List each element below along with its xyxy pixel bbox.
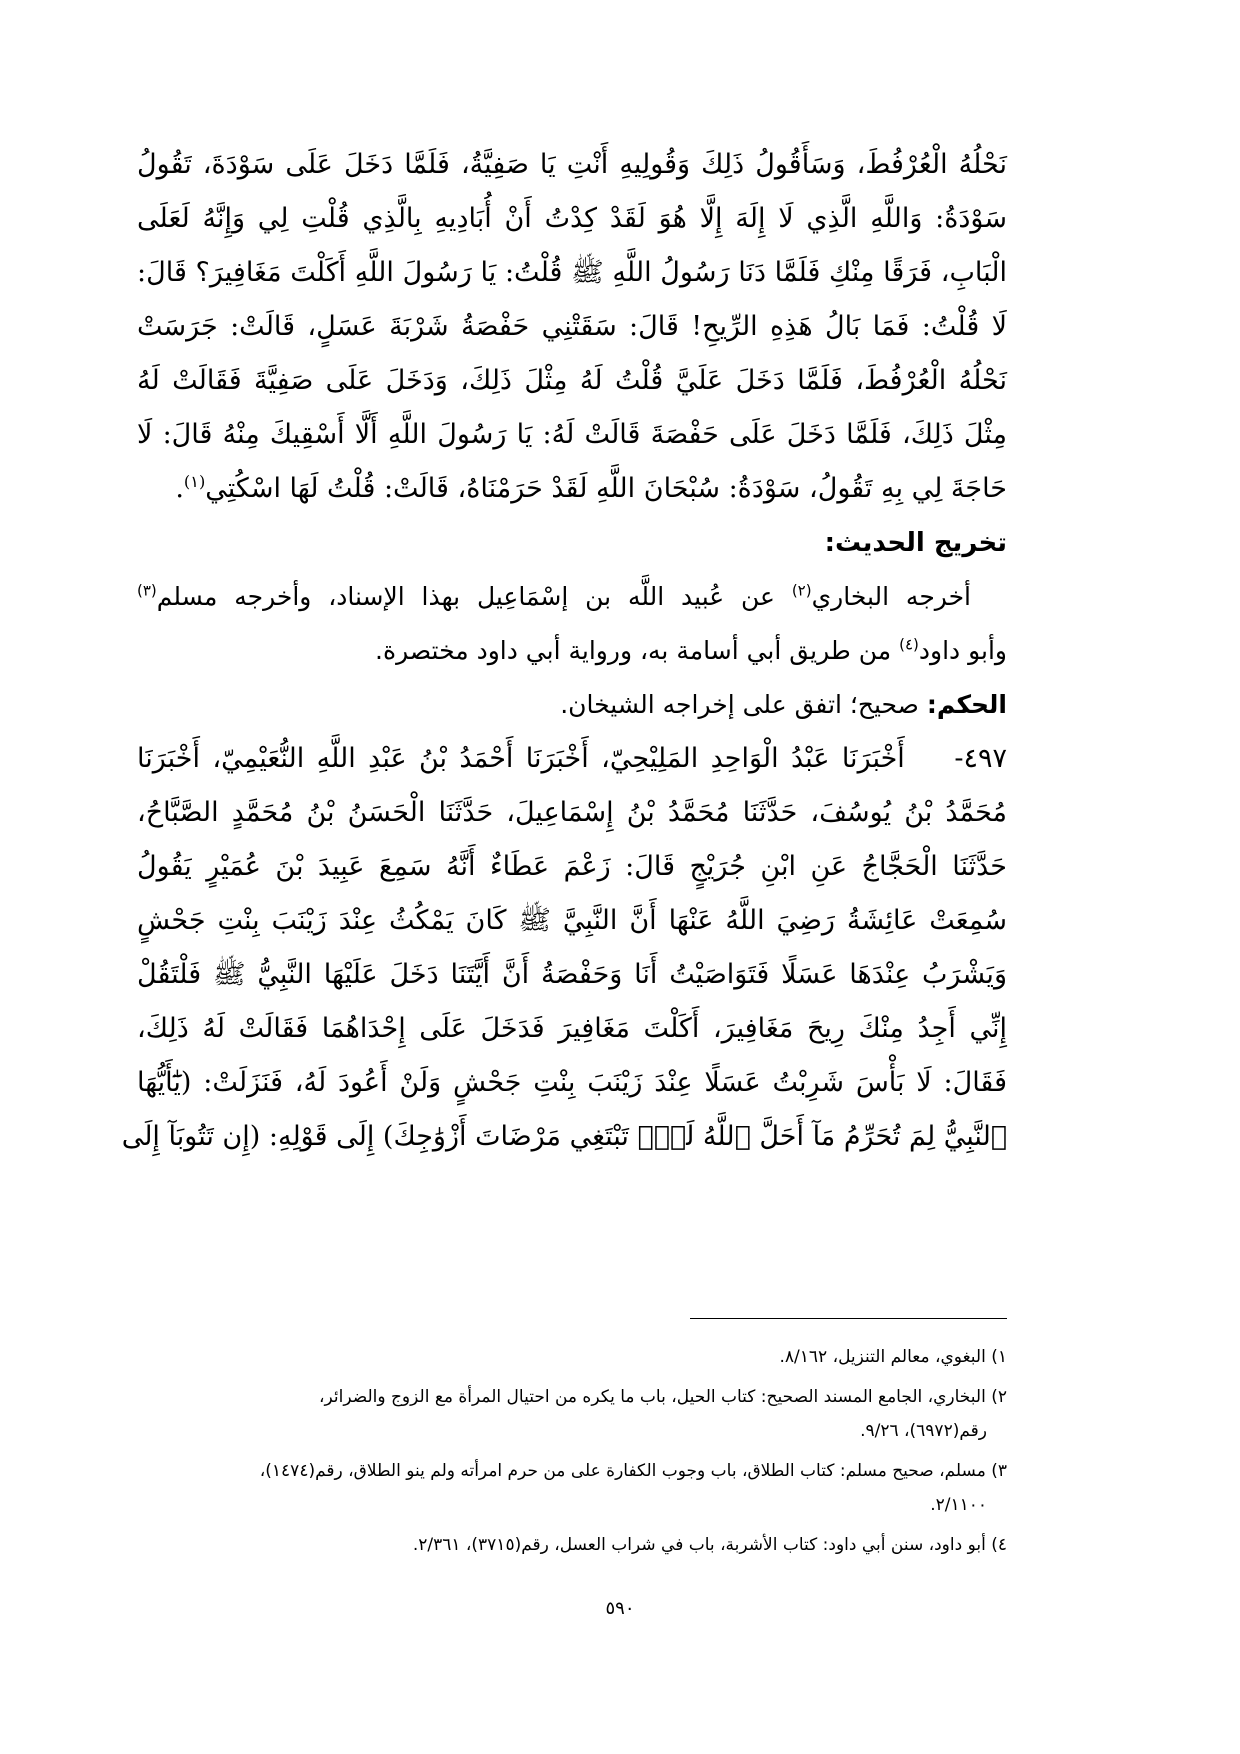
hadith-line-3: حَدَّثَنَا الْحَجَّاجُ عَنِ ابْنِ جُرَيْجٍ قَالَ: زَعْمَ عَطَاءٌ أَنَّهُ سَمِعَ عَبِيدَ بْنَ عُمَيْرٍ يَقُولُ: [137, 851, 1007, 882]
footnotes: [137, 1340, 1007, 1568]
hukm-label: الحكم:: [926, 690, 1007, 719]
text-line-2: سَوْدَةُ: وَاللَّهِ الَّذِي لَا إِلَهَ إِلَّا هُوَ لَقَدْ كِدْتُ أَنْ أُبَادِيهِ بِالَّذِي قُلْتِ لِي وَإِنَّهُ لَعَلَى: [137, 203, 1007, 234]
footnote-separator: [690, 1318, 1007, 1319]
hadith-line-7: فَقَالَ: لَا بَأْسَ شَرِبْتُ عَسَلًا عِنْدَ زَيْنَبَ بِنْتِ جَحْشٍ وَلَنْ أَعُودَ لَهُ، فَنَزَلَتْ: (يَٰٓأَيُّهَا: [137, 1067, 1007, 1098]
footnote-3-cont: ٢/١١٠٠.: [930, 1495, 987, 1515]
footnote-2: [137, 1380, 1007, 1448]
hadith-line-1-text: أَخْبَرَنَا عَبْدُ الْوَاحِدِ المَلِيْحِيّ، أَخْبَرَنَا أَحْمَدُ بْنُ عَبْدِ اللَّهِ النُّعَيْمِيّ، أَخْبَرَنَا: [137, 743, 905, 774]
text-line-5: نَحْلُهُ الْعُرْفُطَ، فَلَمَّا دَخَلَ عَلَيَّ قُلْتُ لَهُ مِثْلَ ذَلِكَ، وَدَخَلَ عَلَى صَفِيَّةَ فَقَالَتْ لَهُ: [137, 365, 1007, 396]
text-line-1: نَحْلُهُ الْعُرْفُطَ، وَسَأَقُولُ ذَلِكَ وَقُولِيهِ أَنْتِ يَا صَفِيَّةُ، فَلَمَّا دَخَلَ عَلَى سَوْدَةَ، تَقُولُ: [137, 149, 1007, 180]
hadith-line-1: [137, 732, 1007, 786]
main-text: [121, 138, 1007, 1164]
takhrij-1b: عن عُبيد اللَّه بن إسْمَاعِيل بهذا الإسناد، وأخرجه مسلم: [156, 582, 792, 611]
hadith-line-5: وَيَشْرَبُ عِنْدَهَا عَسَلًا فَتَوَاصَيْتُ أَنَا وَحَفْصَةُ أَنَّ أَيَّتَنَا دَخَلَ عَلَيْهَا النَّبِيُّ ﷺ فَلْتَقُلْ: [137, 959, 1007, 990]
footnote-3: [137, 1454, 1007, 1522]
text-line-4: لَا قُلْتُ: فَمَا بَالُ هَذِهِ الرِّيحِ! قَالَ: سَقَتْنِي حَفْصَةُ شَرْبَةَ عَسَلٍ، قَالَتْ: جَرَسَتْ: [137, 311, 1007, 342]
section-heading-takhrij: تخريج الحديث:: [824, 528, 1007, 558]
takhrij-2a: وأبو داود: [918, 636, 1007, 665]
footnote-3-text: ٣) مسلم، صحيح مسلم: كتاب الطلاق، باب وجوب الكفارة على من حرم امرأته ولم ينو الطلاق، رقم(١٤٧٤)،: [259, 1461, 1007, 1481]
hadith-line-2: مُحَمَّدُ بْنُ يُوسُفَ، حَدَّثَنَا مُحَمَّدُ بْنُ إِسْمَاعِيلَ، حَدَّثَنَا الْحَسَنُ بْنُ مُحَمَّدٍ الصَّبَّاحُ،: [137, 797, 1007, 828]
footnote-4: ٤) أبو داود، سنن أبي داود: كتاب الأشربة، باب في شراب العسل، رقم(٣٧١٥)، ٢/٣٦١.: [412, 1535, 1007, 1555]
text-line-7-end: .: [175, 473, 184, 504]
takhrij-line-2: [137, 624, 1007, 678]
takhrij-line-1: [137, 570, 1007, 624]
text-line-3: الْبَابِ، فَرَقًا مِنْكِ فَلَمَّا دَنَا رَسُولُ اللَّهِ ﷺ قُلْتُ: يَا رَسُولَ اللَّهِ أَكَلْتَ مَغَافِيرَ؟ قَالَ:: [137, 257, 1007, 288]
footnote-ref-2[interactable]: (٢): [791, 581, 812, 600]
text-line-7-body: حَاجَةَ لِي بِهِ تَقُولُ، سَوْدَةُ: سُبْحَانَ اللَّهِ لَقَدْ حَرَمْنَاهُ، قَالَتْ: قُلْتُ لَهَا اسْكُتِي: [205, 473, 1007, 504]
hadith-line-8: ٱلنَّبِيُّ لِمَ تُحَرِّمُ مَآ أَحَلَّ ٱللَّهُ لَكَۖ تَبْتَغِي مَرْضَاتَ أَزْوَٰجِكَ) إِلَى قَوْلِهِ: (إِن تَتُوبَآ إِلَى: [121, 1121, 1007, 1152]
footnote-2-cont: رقم(٦٩٧٢)، ٩/٢٦.: [860, 1421, 987, 1441]
hukm-text: صحيح؛ اتفق على إخراجه الشيخان.: [560, 690, 927, 719]
footnote-ref-1[interactable]: (١): [183, 472, 206, 491]
footnote-1: ١) البغوي، معالم التنزيل، ٨/١٦٢.: [779, 1347, 1007, 1367]
hadith-line-4: سُمِعَتْ عَائِشَةُ رَضِيَ اللَّهُ عَنْهَا أَنَّ النَّبِيَّ ﷺ كَانَ يَمْكُثُ عِنْدَ زَيْنَبَ بِنْتِ جَحْشٍ: [137, 905, 1007, 936]
hadith-number: ٤٩٧-: [954, 743, 1007, 774]
footnote-ref-3[interactable]: (٣): [137, 581, 157, 600]
takhrij-2b: من طريق أبي أسامة به، ورواية أبي داود مختصرة.: [375, 636, 900, 665]
footnote-ref-4[interactable]: (٤): [899, 635, 919, 654]
text-line-7: [137, 462, 1007, 516]
footnote-2-text: ٢) البخاري، الجامع المسند الصحيح: كتاب الحيل، باب ما يكره من احتيال المرأة مع الزوج والضرائر،: [319, 1387, 1007, 1407]
page-number: ٥٩٠: [605, 1598, 635, 1619]
takhrij-1a: أخرجه البخاري: [811, 582, 971, 611]
hukm-line: [137, 678, 1007, 732]
hadith-line-6: إِنِّي أَجِدُ مِنْكَ رِيحَ مَغَافِيرَ، أَكَلْتَ مَغَافِيرَ فَدَخَلَ عَلَى إِحْدَاهُمَا فَقَالَتْ لَهُ ذَلِكَ،: [137, 1013, 1007, 1044]
text-line-6: مِثْلَ ذَلِكَ، فَلَمَّا دَخَلَ عَلَى حَفْصَةَ قَالَتْ لَهُ: يَا رَسُولَ اللَّهِ أَلَّا أَسْقِيكَ مِنْهُ قَالَ: لَا: [137, 419, 1007, 450]
